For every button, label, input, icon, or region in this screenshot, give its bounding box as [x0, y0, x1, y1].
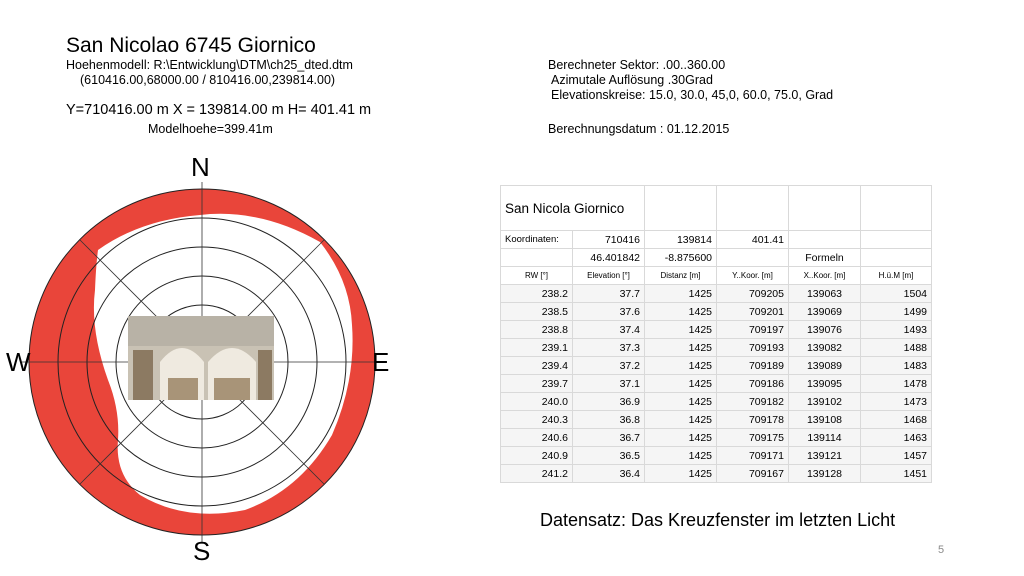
horizon-data-table — [500, 185, 932, 483]
table-cell: 1457 — [861, 447, 932, 465]
table-cell: 709182 — [717, 393, 789, 411]
table-cell: 139089 — [789, 357, 861, 375]
coordinate-line: Y=710416.00 m X = 139814.00 m H= 401.41 m — [66, 102, 372, 118]
compass-west-label: W — [6, 347, 31, 377]
compass-north-label: N — [191, 152, 210, 182]
table-cell: 709178 — [717, 411, 789, 429]
table-cell: 1425 — [645, 393, 717, 411]
table-cell: 1425 — [645, 447, 717, 465]
table-cell: 36.8 — [573, 411, 645, 429]
table-cell: 709171 — [717, 447, 789, 465]
table-cell: 1425 — [645, 303, 717, 321]
compass-east-label: E — [372, 347, 390, 377]
table-cell: 139082 — [789, 339, 861, 357]
table-cell: 139114 — [789, 429, 861, 447]
table-row — [501, 447, 932, 465]
table-cell: 1493 — [861, 321, 932, 339]
column-header: Elevation [°] — [573, 267, 645, 285]
table-cell: 1463 — [861, 429, 932, 447]
column-header: RW [°] — [501, 267, 573, 285]
horizon-diagram — [0, 150, 420, 550]
table-row — [501, 429, 932, 447]
table-cell: 709205 — [717, 285, 789, 303]
table-row — [501, 357, 932, 375]
table-cell: 1425 — [645, 465, 717, 483]
calculation-date-line: Berechnungsdatum : 01.12.2015 — [548, 122, 730, 136]
table-row — [501, 321, 932, 339]
table-cell: 709189 — [717, 357, 789, 375]
column-header: H.ü.M [m] — [861, 267, 932, 285]
table-cell: 37.2 — [573, 357, 645, 375]
table-cell: 1504 — [861, 285, 932, 303]
table-cell: 239.7 — [501, 375, 573, 393]
formeln-label: Formeln — [789, 249, 861, 267]
table-latlon-row — [501, 249, 932, 267]
table-title: San Nicola Giornico — [501, 186, 645, 231]
table-cell: 37.7 — [573, 285, 645, 303]
table-cell: 139108 — [789, 411, 861, 429]
table-cell: 1499 — [861, 303, 932, 321]
table-cell: 240.0 — [501, 393, 573, 411]
table-cell: 139076 — [789, 321, 861, 339]
elevation-circles-line: Elevationskreise: 15.0, 30.0, 45,0, 60.0, 75.0, Grad — [551, 88, 834, 102]
compass-south-label: S — [193, 536, 211, 566]
table-cell: 1451 — [861, 465, 932, 483]
coordinate-x: 139814 — [645, 231, 717, 249]
table-cell: 139128 — [789, 465, 861, 483]
table-row — [501, 285, 932, 303]
table-cell: 239.4 — [501, 357, 573, 375]
table-cell: 37.1 — [573, 375, 645, 393]
coordinate-y: 710416 — [573, 231, 645, 249]
longitude: -8.875600 — [645, 249, 717, 267]
table-row — [501, 411, 932, 429]
table-row — [501, 303, 932, 321]
table-cell: 709197 — [717, 321, 789, 339]
dataset-caption: Datensatz: Das Kreuzfenster im letzten Licht — [540, 510, 896, 530]
table-cell: 36.7 — [573, 429, 645, 447]
table-cell: 139095 — [789, 375, 861, 393]
table-header-row — [501, 267, 932, 285]
table-cell: 139069 — [789, 303, 861, 321]
table-row — [501, 375, 932, 393]
table-cell: 139121 — [789, 447, 861, 465]
table-coordinate-row — [501, 231, 932, 249]
table-cell: 240.6 — [501, 429, 573, 447]
page-title: San Nicolao 6745 Giornico — [66, 34, 316, 57]
model-height-line: Modelhoehe=399.41m — [148, 122, 273, 136]
coordinate-label: Koordinaten: — [501, 231, 573, 249]
latitude: 46.401842 — [573, 249, 645, 267]
table-cell: 1425 — [645, 411, 717, 429]
table-cell: 709167 — [717, 465, 789, 483]
table-cell: 1473 — [861, 393, 932, 411]
table-cell: 36.4 — [573, 465, 645, 483]
table-cell: 239.1 — [501, 339, 573, 357]
sector-line: Berechneter Sektor: .00..360.00 — [548, 58, 726, 72]
table-cell: 709193 — [717, 339, 789, 357]
table-cell: 139063 — [789, 285, 861, 303]
table-cell: 1425 — [645, 357, 717, 375]
table-cell: 1478 — [861, 375, 932, 393]
chapel-interior-photo — [128, 316, 274, 400]
column-header: Distanz [m] — [645, 267, 717, 285]
table-cell: 36.5 — [573, 447, 645, 465]
table-cell: 36.9 — [573, 393, 645, 411]
azimuth-resolution-line: Azimutale Auflösung .30Grad — [551, 73, 713, 87]
table-cell: 709201 — [717, 303, 789, 321]
table-cell: 139102 — [789, 393, 861, 411]
table-cell: 1425 — [645, 375, 717, 393]
table-cell: 37.3 — [573, 339, 645, 357]
table-cell: 1468 — [861, 411, 932, 429]
table-cell: 709175 — [717, 429, 789, 447]
table-cell: 1488 — [861, 339, 932, 357]
table-cell: 37.6 — [573, 303, 645, 321]
column-header: X..Koor. [m] — [789, 267, 861, 285]
table-cell: 240.3 — [501, 411, 573, 429]
page-number: 5 — [938, 544, 945, 556]
table-cell: 238.5 — [501, 303, 573, 321]
table-row — [501, 393, 932, 411]
table-cell: 238.2 — [501, 285, 573, 303]
table-row — [501, 339, 932, 357]
coordinate-h: 401.41 — [717, 231, 789, 249]
table-cell: 240.9 — [501, 447, 573, 465]
table-cell: 1483 — [861, 357, 932, 375]
table-cell: 709186 — [717, 375, 789, 393]
model-path-line: Hoehenmodell: R:\Entwicklung\DTM\ch25_dted.dtm — [66, 58, 353, 72]
column-header: Y..Koor. [m] — [717, 267, 789, 285]
table-cell: 1425 — [645, 339, 717, 357]
table-cell: 238.8 — [501, 321, 573, 339]
table-cell: 37.4 — [573, 321, 645, 339]
model-range-line: (610416.00,68000.00 / 810416.00,239814.00) — [80, 73, 336, 87]
table-cell: 1425 — [645, 321, 717, 339]
table-cell: 241.2 — [501, 465, 573, 483]
table-row — [501, 465, 932, 483]
table-cell: 1425 — [645, 285, 717, 303]
table-cell: 1425 — [645, 429, 717, 447]
table-title-row — [501, 186, 932, 231]
